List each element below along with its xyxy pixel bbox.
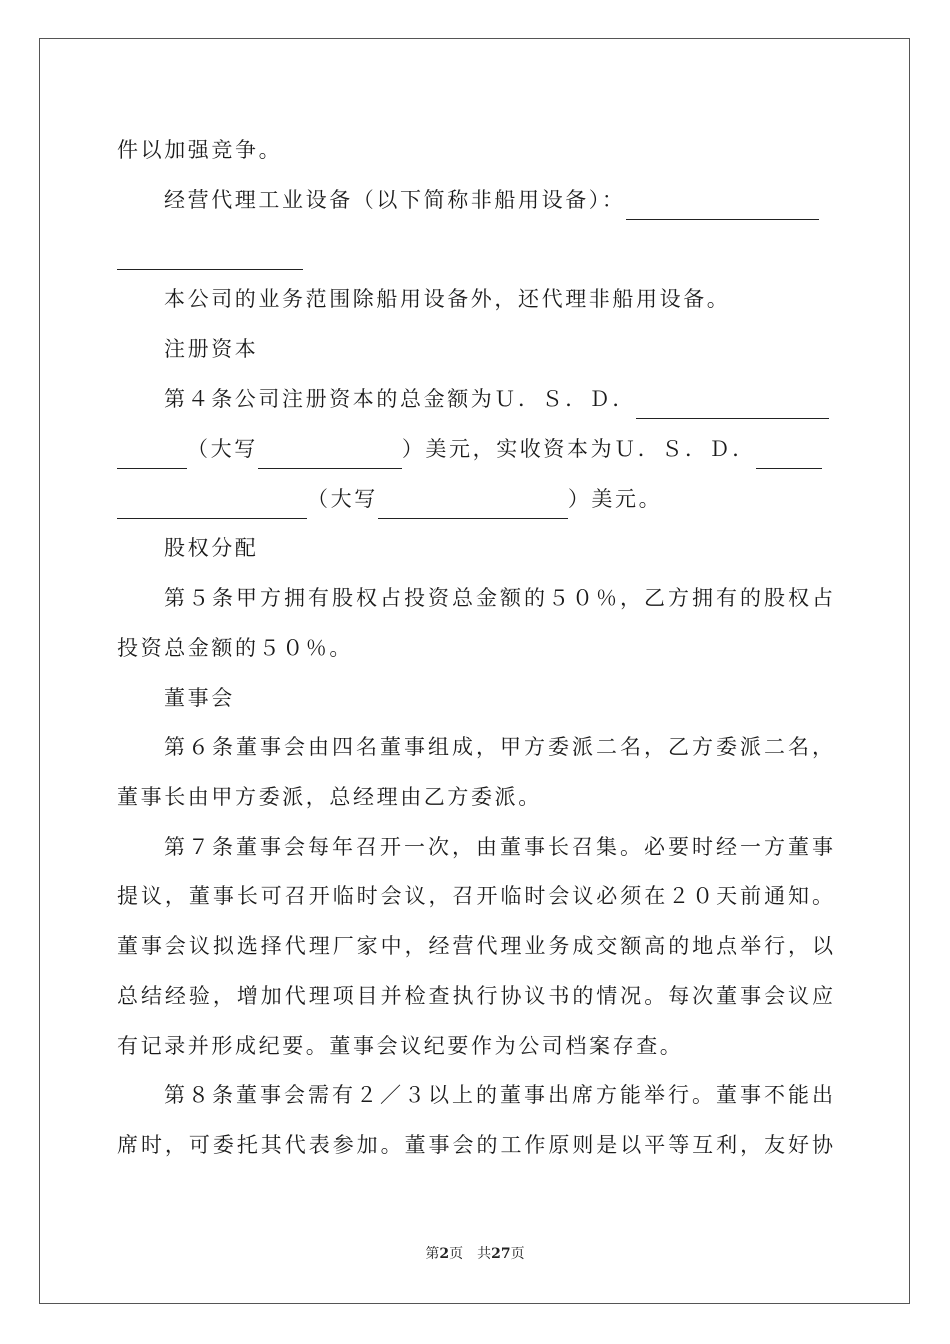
text-line: 本公司的业务范围除船用设备外，还代理非船用设备。 <box>164 287 731 311</box>
text-line <box>117 429 833 469</box>
text-line: 席时，可委托其代表参加。董事会的工作原则是以平等互利，友好协 <box>117 1133 833 1157</box>
text-line: 件以加强竞争。 <box>117 138 283 162</box>
fill-blank <box>636 391 829 419</box>
text-line: 第８条董事会需有２／３以上的董事出席方能举行。董事不能出 <box>164 1083 833 1107</box>
section-heading: 股权分配 <box>164 536 259 560</box>
text-line: 董事会议拟选择代理厂家中，经营代理业务成交额高的地点举行，以 <box>117 934 833 958</box>
text-line: 有记录并形成纪要。董事会议纪要作为公司档案存查。 <box>117 1034 684 1058</box>
text-line <box>164 379 833 419</box>
text-line: 第６条董事会由四名董事组成，甲方委派二名，乙方委派二名， <box>164 735 833 759</box>
text-segment: （大写 <box>187 437 258 461</box>
fill-blank <box>378 491 568 519</box>
fill-blank <box>258 441 402 469</box>
text-line: 提议，董事长可召开临时会议，召开临时会议必须在２０天前通知。 <box>117 884 833 908</box>
text-line: 第７条董事会每年召开一次，由董事长召集。必要时经一方董事 <box>164 835 833 859</box>
text-segment: 第４条公司注册资本的总金额为Ｕ．Ｓ．Ｄ． <box>164 387 636 411</box>
text-line: 总结经验，增加代理项目并检查执行协议书的情况。每次董事会议应 <box>117 984 833 1008</box>
text-segment: ）美元。 <box>567 487 663 511</box>
fill-blank <box>117 441 187 469</box>
text-segment: ）美元，实收资本为Ｕ．Ｓ．Ｄ． <box>401 437 756 461</box>
fill-blank <box>626 192 819 220</box>
page-footer <box>0 1243 950 1263</box>
section-heading: 注册资本 <box>164 337 259 361</box>
fill-blank <box>117 491 307 519</box>
section-heading: 董事会 <box>164 686 235 710</box>
page-separator: 页 共 <box>449 1246 492 1262</box>
fill-blank <box>117 242 303 270</box>
page-prefix: 第 <box>425 1246 440 1262</box>
text-line: 第５条甲方拥有股权占投资总金额的５０％，乙方拥有的股权占 <box>164 586 833 610</box>
text-line <box>117 230 833 270</box>
text-line: 投资总金额的５０％。 <box>117 636 353 660</box>
text-line: 董事长由甲方委派，总经理由乙方委派。 <box>117 785 542 809</box>
text-segment: （大写 <box>307 487 378 511</box>
text-segment: 经营代理工业设备（以下简称非船用设备）： <box>164 188 626 212</box>
page-number: 2 <box>439 1246 450 1262</box>
text-line <box>164 180 833 220</box>
page-suffix: 页 <box>510 1246 525 1262</box>
text-line <box>117 479 833 519</box>
page-total: 27 <box>491 1246 511 1262</box>
fill-blank <box>756 441 822 469</box>
